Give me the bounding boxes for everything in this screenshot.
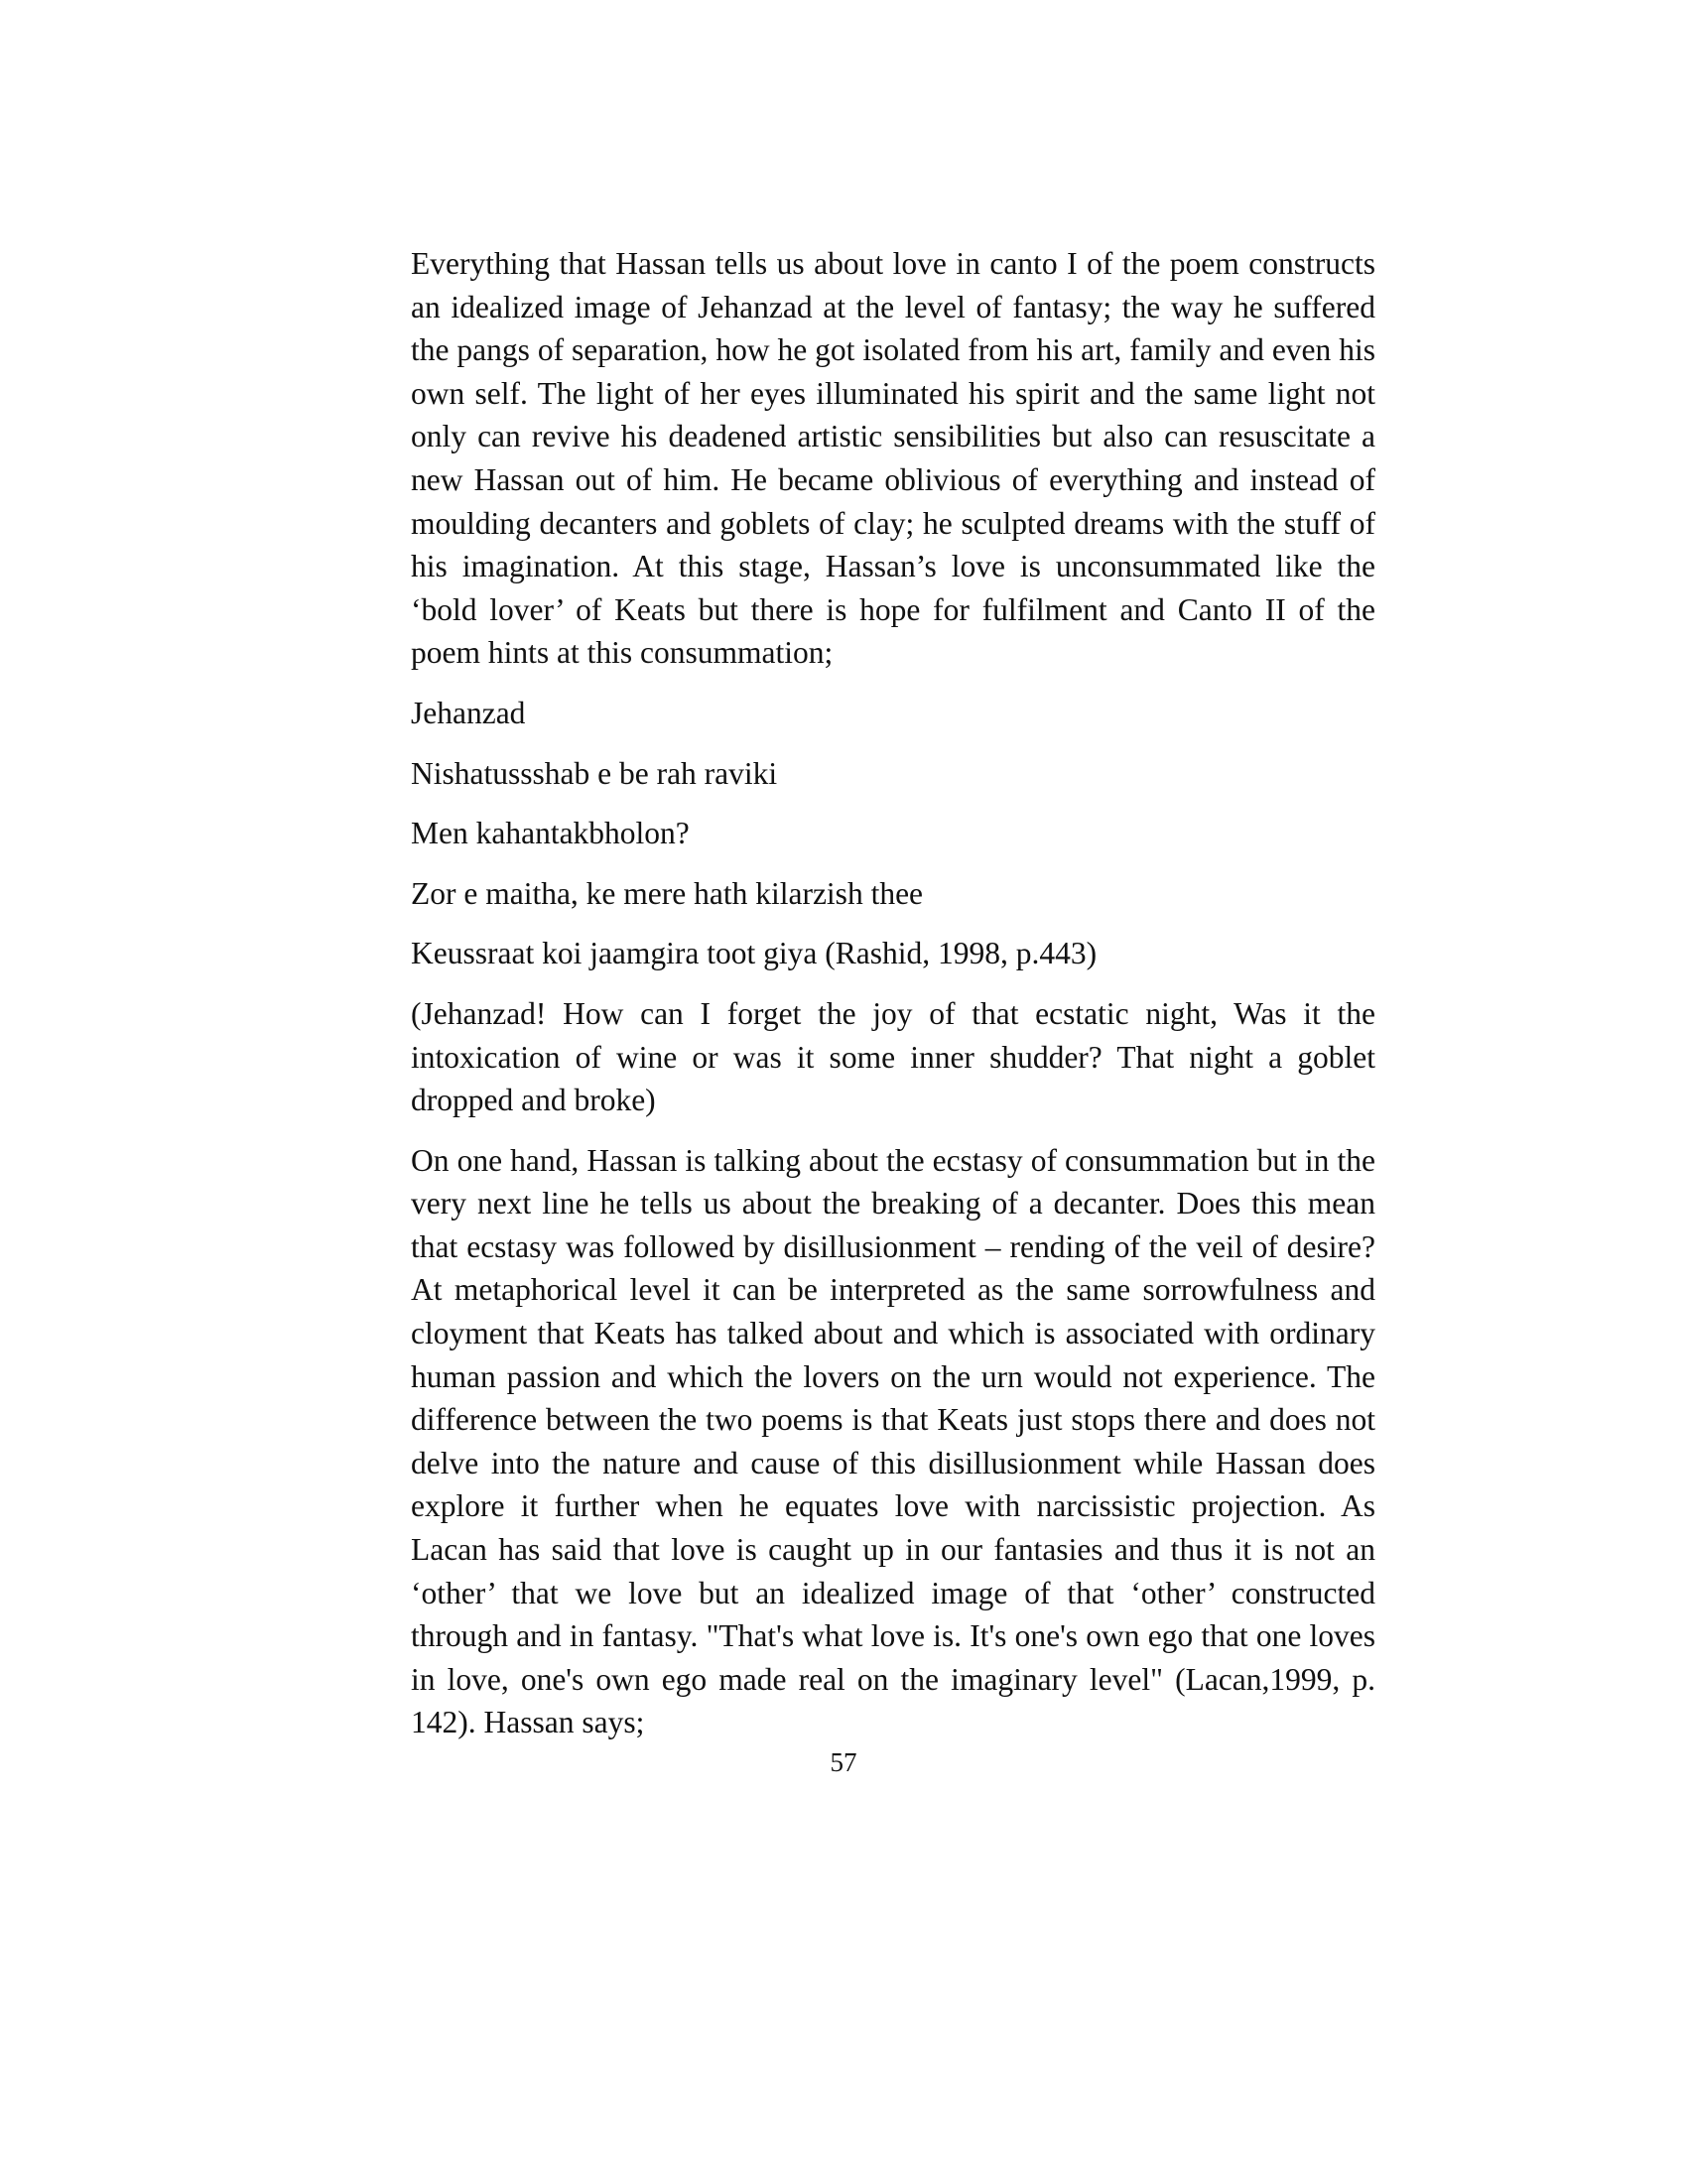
verse-line-4: Zor e maitha, ke mere hath kilarzish thee bbox=[411, 875, 924, 911]
body-text bbox=[411, 242, 1375, 1744]
verse-line-5: Keussraat koi jaamgira toot giya (Rashid, 1998, p.443) bbox=[411, 936, 1098, 971]
verse-line-3: Men kahantakbholon? bbox=[411, 816, 690, 851]
verse-line-1: Jehanzad bbox=[411, 695, 526, 730]
verse-line-2: Nishatussshab e be rah raviki bbox=[411, 755, 778, 791]
paragraph-2: On one hand, Hassan is talking about the ecstasy of consummation but in the very next line he tells us about the breaking of a decanter. Does this mean that ecstasy was followed by disillusionment – rending of the veil of desire? At metaphorical level it can be interpreted as the same sorrowfulness and cloyment that Keats has talked about and which is associated with ordinary human passion and which the lovers on the urn would not experience. The difference between the two poems is that Keats just stops there and does not delve into the nature and cause of this disillusionment while Hassan does explore it further when he equates love with narcissistic projection. As Lacan has said that love is caught up in our fantasies and thus it is not an ‘other’ that we love but an idealized image of that ‘other’ constructed through and in fantasy. "That's what love is. It's one's own ego that one loves in love, one's own ego made real on the imaginary level" (Lacan,1999, p. 142). Hassan says; bbox=[411, 1142, 1375, 1740]
paragraph-1: Everything that Hassan tells us about love in canto I of the poem constructs an idealized image of Jehanzad at the level of fantasy; the way he suffered the pangs of separation, how he got isolated from his art, family and even his own self. The light of her eyes illuminated his spirit and the same light not only can revive his deadened artistic sensibilities but also can resuscitate a new Hassan out of him. He became oblivious of everything and instead of moulding decanters and goblets of clay; he sculpted dreams with the stuff of his imagination. At this stage, Hassan’s love is unconsummated like the ‘bold lover’ of Keats but there is hope for fulfilment and Canto II of the poem hints at this consummation; bbox=[411, 246, 1375, 671]
translation-paragraph: (Jehanzad! How can I forget the joy of that ecstatic night, Was it the intoxication of wine or was it some inner shudder? That night a goblet dropped and broke) bbox=[411, 995, 1375, 1118]
page-number: 57 bbox=[830, 1747, 857, 1777]
